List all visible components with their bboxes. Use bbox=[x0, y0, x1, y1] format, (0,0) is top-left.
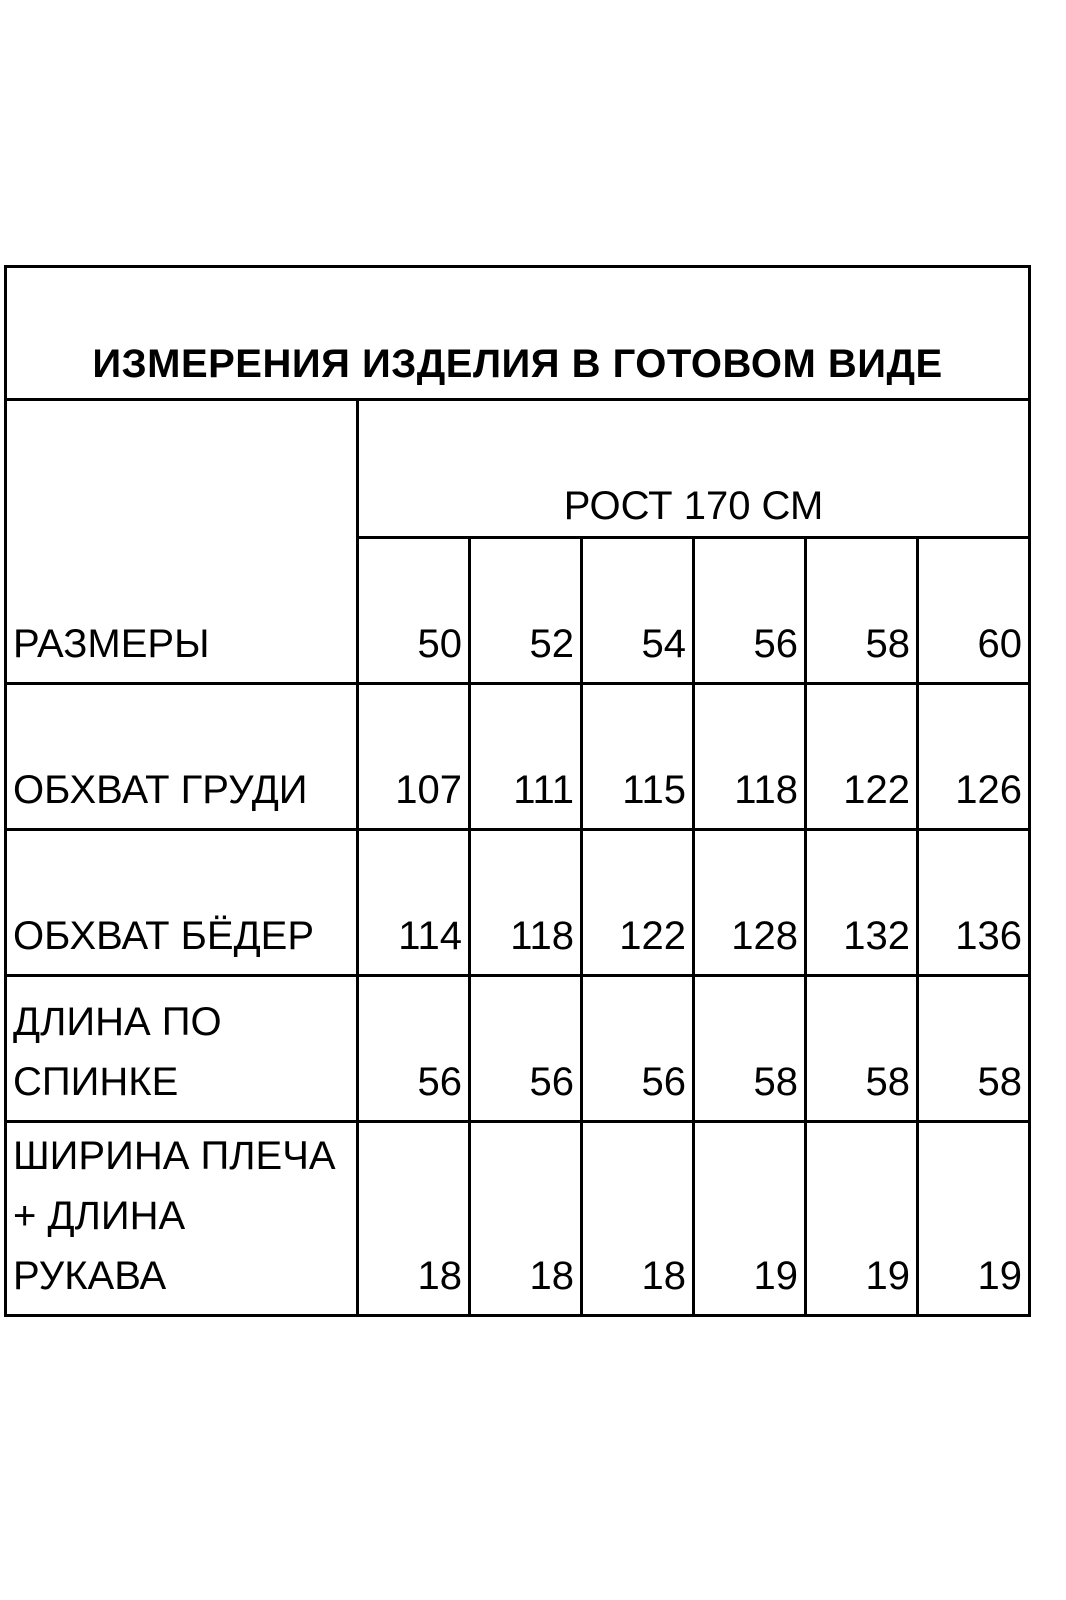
table-row bbox=[6, 976, 1030, 1122]
hips-value: 122 bbox=[582, 830, 694, 976]
back-length-value: 56 bbox=[358, 976, 470, 1122]
size-value: 60 bbox=[918, 538, 1030, 684]
back-length-value: 56 bbox=[470, 976, 582, 1122]
chest-value: 122 bbox=[806, 684, 918, 830]
back-length-value: 58 bbox=[694, 976, 806, 1122]
table-row bbox=[6, 830, 1030, 976]
shoulder-sleeve-value: 19 bbox=[806, 1122, 918, 1316]
hips-value: 114 bbox=[358, 830, 470, 976]
hips-value: 132 bbox=[806, 830, 918, 976]
back-length-value: 56 bbox=[582, 976, 694, 1122]
back-length-value: 58 bbox=[806, 976, 918, 1122]
shoulder-sleeve-value: 19 bbox=[694, 1122, 806, 1316]
back-length-label bbox=[6, 976, 358, 1122]
size-value: 58 bbox=[806, 538, 918, 684]
hips-value: 118 bbox=[470, 830, 582, 976]
label-line: ДЛИНА ПО bbox=[13, 1000, 222, 1044]
label-line: РУКАВА bbox=[13, 1254, 167, 1298]
shoulder-sleeve-label bbox=[6, 1122, 358, 1316]
shoulder-sleeve-value: 18 bbox=[470, 1122, 582, 1316]
measurements-table bbox=[4, 265, 1031, 1317]
table-row bbox=[6, 684, 1030, 830]
chest-value: 118 bbox=[694, 684, 806, 830]
sizes-label: РАЗМЕРЫ bbox=[6, 400, 358, 684]
chest-value: 115 bbox=[582, 684, 694, 830]
shoulder-sleeve-value: 18 bbox=[358, 1122, 470, 1316]
chest-value: 126 bbox=[918, 684, 1030, 830]
chest-value: 107 bbox=[358, 684, 470, 830]
label-line: + ДЛИНА bbox=[13, 1194, 186, 1238]
height-header: РОСТ 170 СМ bbox=[358, 400, 1030, 538]
size-value: 54 bbox=[582, 538, 694, 684]
table-row bbox=[6, 400, 1030, 538]
table-title: ИЗМЕРЕНИЯ ИЗДЕЛИЯ В ГОТОВОМ ВИДЕ bbox=[6, 267, 1030, 400]
hips-value: 128 bbox=[694, 830, 806, 976]
shoulder-sleeve-value: 18 bbox=[582, 1122, 694, 1316]
back-length-value: 58 bbox=[918, 976, 1030, 1122]
size-value: 50 bbox=[358, 538, 470, 684]
size-value: 52 bbox=[470, 538, 582, 684]
hips-label: ОБХВАТ БЁДЕР bbox=[6, 830, 358, 976]
title-row bbox=[6, 267, 1030, 400]
shoulder-sleeve-value: 19 bbox=[918, 1122, 1030, 1316]
label-line: ШИРИНА ПЛЕЧА bbox=[13, 1134, 336, 1178]
label-line: СПИНКЕ bbox=[13, 1060, 179, 1104]
hips-value: 136 bbox=[918, 830, 1030, 976]
size-value: 56 bbox=[694, 538, 806, 684]
chest-label: ОБХВАТ ГРУДИ bbox=[6, 684, 358, 830]
chest-value: 111 bbox=[470, 684, 582, 830]
table-row bbox=[6, 1122, 1030, 1316]
